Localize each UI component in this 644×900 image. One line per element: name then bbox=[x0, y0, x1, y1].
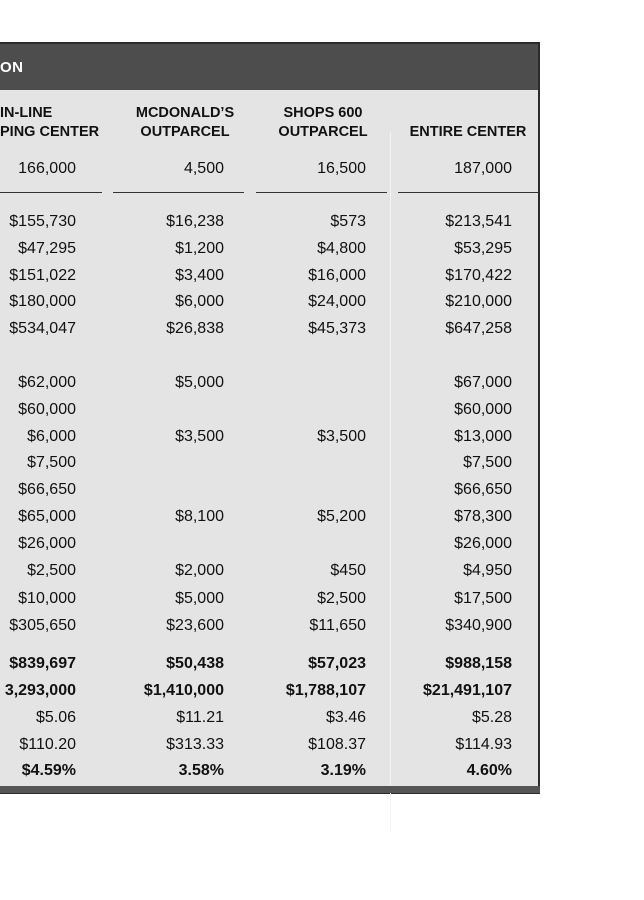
column-header-shops600 bbox=[258, 104, 388, 142]
table-cell: $10,000 bbox=[18, 590, 76, 607]
table-cell: 4,500 bbox=[183, 160, 224, 177]
table-cell: $4,950 bbox=[463, 562, 512, 579]
table-cell: $13,000 bbox=[454, 428, 512, 445]
table-cell: $47,295 bbox=[18, 240, 76, 257]
header-underline bbox=[0, 192, 102, 193]
table-cell: $78,300 bbox=[454, 508, 512, 525]
table-cell: $6,000 bbox=[27, 428, 76, 445]
table-cell: $6,000 bbox=[175, 293, 224, 310]
table-cell: $110.20 bbox=[19, 736, 76, 753]
table-cell: $45,373 bbox=[308, 320, 366, 337]
table-cell: $3,500 bbox=[175, 428, 224, 445]
table-cell: $60,000 bbox=[454, 401, 512, 418]
table-cell: 16,500 bbox=[317, 160, 366, 177]
table-cell: $26,000 bbox=[454, 535, 512, 552]
table-cell: $3,400 bbox=[175, 267, 224, 284]
table-cell: $5.28 bbox=[471, 709, 512, 726]
table-cell: $839,697 bbox=[9, 655, 76, 672]
table-cell: $57,023 bbox=[308, 655, 366, 672]
header-line2: OUTPARCEL bbox=[140, 124, 230, 140]
financial-table-panel bbox=[0, 42, 540, 794]
column-header-inline bbox=[0, 104, 100, 142]
table-cell: $5.06 bbox=[35, 709, 76, 726]
table-cell: 3,293,000 bbox=[4, 682, 76, 699]
table-cell: $16,000 bbox=[308, 267, 366, 284]
table-cell: $11,650 bbox=[309, 617, 366, 634]
table-cell: $450 bbox=[330, 562, 366, 579]
table-cell: $11.21 bbox=[176, 709, 224, 726]
table-cell: $21,491,107 bbox=[423, 682, 512, 699]
table-cell: $8,100 bbox=[175, 508, 224, 525]
header-underline bbox=[113, 192, 244, 193]
header-underline bbox=[398, 192, 538, 193]
table-cell: $3.46 bbox=[325, 709, 366, 726]
table-cell: $26,838 bbox=[166, 320, 224, 337]
table-cell: $2,500 bbox=[27, 562, 76, 579]
table-cell: $573 bbox=[330, 213, 366, 230]
table-cell: $2,500 bbox=[317, 590, 366, 607]
column-header-entire-center bbox=[400, 104, 536, 142]
table-title: ON bbox=[0, 59, 24, 76]
table-cell: $170,422 bbox=[445, 267, 512, 284]
table-cell: $60,000 bbox=[18, 401, 76, 418]
table-cell: $3,500 bbox=[317, 428, 366, 445]
table-cell: $66,650 bbox=[454, 481, 512, 498]
table-cell: $151,022 bbox=[9, 267, 76, 284]
header-line1: MCDONALD’S bbox=[135, 105, 235, 121]
table-cell: $988,158 bbox=[445, 655, 512, 672]
table-cell: $53,295 bbox=[454, 240, 512, 257]
header-line1: IN-LINE bbox=[0, 105, 53, 121]
table-cell: $50,438 bbox=[166, 655, 224, 672]
table-cell: $1,410,000 bbox=[143, 682, 224, 699]
table-cell: 187,000 bbox=[454, 160, 512, 177]
table-cell: $313.33 bbox=[166, 736, 224, 753]
table-bottom-bar bbox=[0, 786, 540, 793]
table-cell: $108.37 bbox=[308, 736, 366, 753]
column-separator bbox=[390, 132, 391, 832]
table-cell: $62,000 bbox=[18, 374, 76, 391]
table-cell: 166,000 bbox=[18, 160, 76, 177]
table-cell: $155,730 bbox=[9, 213, 76, 230]
table-cell: $114.93 bbox=[455, 736, 512, 753]
header-line2: OUTPARCEL bbox=[278, 124, 368, 140]
table-cell: $5,200 bbox=[317, 508, 366, 525]
table-cell: $1,200 bbox=[175, 240, 224, 257]
column-header-mcdonalds bbox=[115, 104, 255, 142]
header-line1: SHOPS 600 bbox=[283, 105, 363, 121]
table-cell: $4.59% bbox=[21, 762, 76, 779]
table-cell: $305,650 bbox=[9, 617, 76, 634]
table-cell: $5,000 bbox=[175, 374, 224, 391]
table-cell: $340,900 bbox=[445, 617, 512, 634]
table-cell: $210,000 bbox=[445, 293, 512, 310]
header-line1 bbox=[400, 104, 536, 123]
table-cell: $180,000 bbox=[9, 293, 76, 310]
table-cell: $534,047 bbox=[9, 320, 76, 337]
table-cell: 3.19% bbox=[320, 762, 366, 779]
table-cell: $67,000 bbox=[454, 374, 512, 391]
table-cell: $5,000 bbox=[175, 590, 224, 607]
table-cell: $1,788,107 bbox=[285, 682, 366, 699]
table-cell: $24,000 bbox=[308, 293, 366, 310]
table-cell: 4.60% bbox=[466, 762, 512, 779]
header-underline bbox=[256, 192, 387, 193]
table-cell: $17,500 bbox=[454, 590, 512, 607]
table-cell: 3.58% bbox=[178, 762, 224, 779]
table-cell: $66,650 bbox=[18, 481, 76, 498]
table-title-bar bbox=[0, 44, 538, 90]
table-cell: $23,600 bbox=[166, 617, 224, 634]
table-cell: $7,500 bbox=[463, 454, 512, 471]
table-cell: $647,258 bbox=[445, 320, 512, 337]
table-cell: $213,541 bbox=[445, 213, 512, 230]
table-cell: $7,500 bbox=[27, 454, 76, 471]
header-line2: ENTIRE CENTER bbox=[409, 124, 527, 140]
header-line2: PING CENTER bbox=[0, 124, 100, 140]
table-cell: $65,000 bbox=[18, 508, 76, 525]
table-cell: $26,000 bbox=[18, 535, 76, 552]
table-cell: $4,800 bbox=[317, 240, 366, 257]
table-cell: $2,000 bbox=[175, 562, 224, 579]
table-cell: $16,238 bbox=[166, 213, 224, 230]
